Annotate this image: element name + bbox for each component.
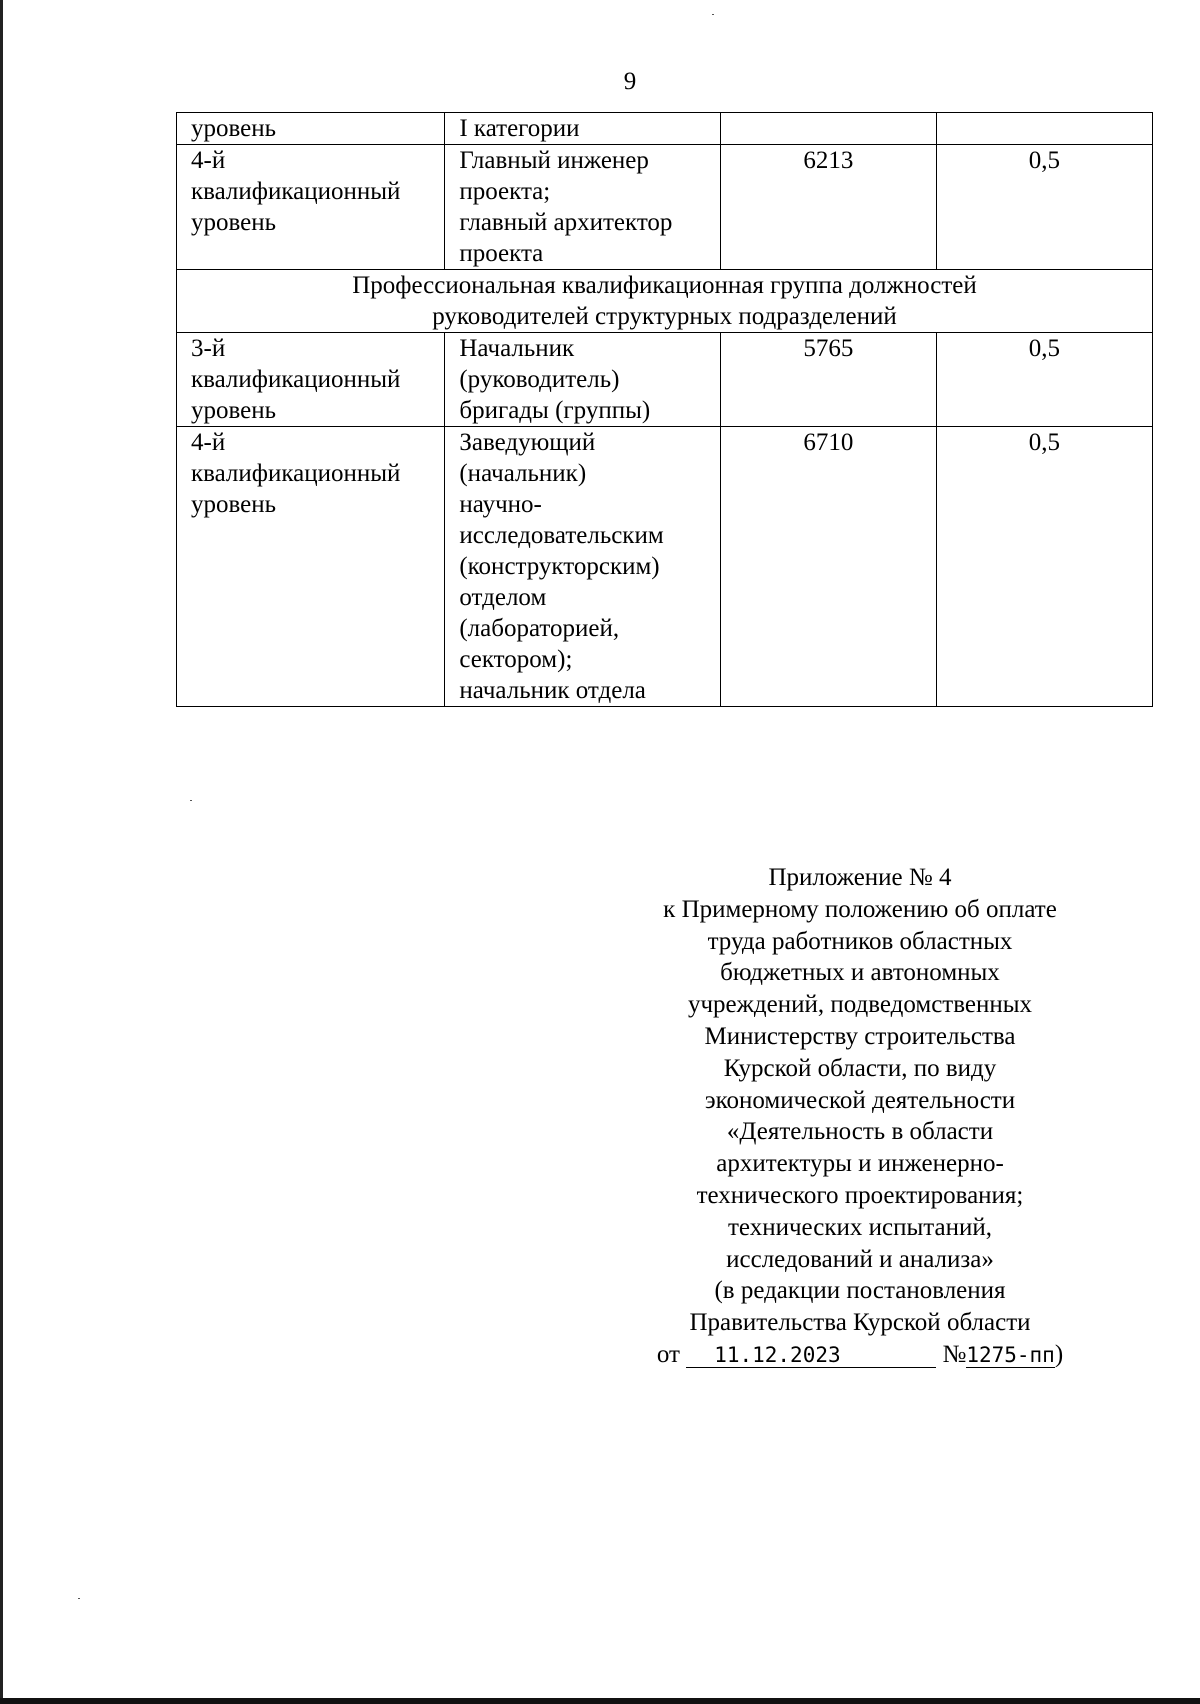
position-line: проекта; <box>459 178 551 205</box>
scan-edge-left <box>0 0 3 1704</box>
position-line: проекта <box>459 240 544 267</box>
salary-cell <box>720 145 936 270</box>
resolution-number: 1275-пп <box>966 1342 1055 1367</box>
position-cell <box>445 145 720 270</box>
appendix-line: «Деятельность в области <box>726 1118 994 1146</box>
level-line: уровень <box>191 397 277 424</box>
resolution-suffix: ) <box>1054 1340 1064 1368</box>
coefficient-cell <box>936 427 1152 707</box>
position-cell <box>445 113 720 145</box>
salary-value: 6710 <box>803 429 854 456</box>
position-line: I категории <box>459 115 580 142</box>
position-line: (лабораторией, <box>459 615 620 642</box>
table-row <box>177 113 1153 145</box>
position-line: Главный инженер <box>459 147 649 174</box>
scan-speck <box>190 800 192 801</box>
resolution-date: 11.12.2023 <box>714 1342 841 1367</box>
coefficient-value: 0,5 <box>1028 147 1061 174</box>
resolution-number-sign: № <box>942 1340 967 1368</box>
level-line: уровень <box>191 209 277 236</box>
appendix-line: бюджетных и автономных <box>720 959 1000 987</box>
coefficient-value: 0,5 <box>1028 335 1061 362</box>
salary-table <box>176 112 1153 707</box>
salary-cell <box>720 427 936 707</box>
position-line: начальник отдела <box>459 677 646 704</box>
coefficient-cell <box>936 333 1152 427</box>
position-line: бригады (группы) <box>459 397 651 424</box>
group-header-row <box>177 270 1153 333</box>
position-line: (конструкторским) <box>459 553 660 580</box>
appendix-line: технических испытаний, <box>728 1213 992 1241</box>
position-line: отделом <box>459 584 547 611</box>
salary-cell <box>720 333 936 427</box>
level-line: 3-й <box>191 335 226 362</box>
position-line: Начальник <box>459 335 575 362</box>
scan-speck <box>712 14 714 15</box>
resolution-date-field <box>686 1343 936 1368</box>
appendix-line: к Примерному положению об оплате <box>663 895 1057 923</box>
position-line: исследовательским <box>459 522 664 549</box>
group-header-cell <box>177 270 1153 333</box>
resolution-prefix: от <box>656 1340 680 1368</box>
appendix-line: Правительства Курской области <box>689 1309 1031 1337</box>
group-header-line: Профессиональная квалификационная группа должностей <box>352 272 977 299</box>
position-line: сектором); <box>459 646 573 673</box>
appendix-line: архитектуры и инженерно- <box>716 1150 1004 1178</box>
position-cell <box>445 427 720 707</box>
group-header-line: руководителей структурных подразделений <box>432 303 897 330</box>
salary-value: 6213 <box>803 147 854 174</box>
position-cell <box>445 333 720 427</box>
level-cell <box>177 333 445 427</box>
appendix-line: технического проектирования; <box>696 1181 1024 1209</box>
table-row <box>177 427 1153 707</box>
table-row <box>177 145 1153 270</box>
position-line: главный архитектор <box>459 209 673 236</box>
level-line: квалификационный <box>191 366 401 393</box>
coefficient-cell <box>936 113 1152 145</box>
scan-speck <box>78 1598 80 1599</box>
level-line: 4-й <box>191 147 226 174</box>
salary-cell <box>720 113 936 145</box>
appendix-line: исследований и анализа» <box>726 1245 994 1273</box>
salary-table-body <box>177 113 1153 707</box>
appendix-line: Приложение № 4 <box>768 864 952 891</box>
level-line: уровень <box>191 115 277 142</box>
level-line: квалификационный <box>191 178 401 205</box>
table-row <box>177 333 1153 427</box>
level-line: квалификационный <box>191 460 401 487</box>
appendix-line: Министерству строительства <box>704 1022 1016 1050</box>
position-line: Заведующий <box>459 429 596 456</box>
appendix-line: экономической деятельности <box>704 1086 1016 1114</box>
level-line: 4-й <box>191 429 226 456</box>
level-cell <box>177 113 445 145</box>
coefficient-value: 0,5 <box>1028 429 1061 456</box>
appendix-line: учреждений, подведомственных <box>687 991 1033 1019</box>
appendix-line: труда работников областных <box>707 927 1013 955</box>
appendix-lines <box>630 862 1090 1339</box>
level-cell <box>177 145 445 270</box>
page-number: 9 <box>623 68 637 95</box>
position-line: (руководитель) <box>459 366 620 393</box>
appendix-line: (в редакции постановления <box>714 1277 1006 1305</box>
resolution-number-field <box>966 1343 1055 1368</box>
position-line: (начальник) <box>459 460 587 487</box>
resolution-line <box>630 1339 1090 1371</box>
position-line: научно- <box>459 491 542 518</box>
appendix-line: Курской области, по виду <box>723 1054 997 1082</box>
coefficient-cell <box>936 145 1152 270</box>
scan-edge-bottom <box>0 1698 1200 1704</box>
salary-value: 5765 <box>803 335 854 362</box>
level-line: уровень <box>191 491 277 518</box>
appendix-block <box>630 862 1090 1371</box>
level-cell <box>177 427 445 707</box>
